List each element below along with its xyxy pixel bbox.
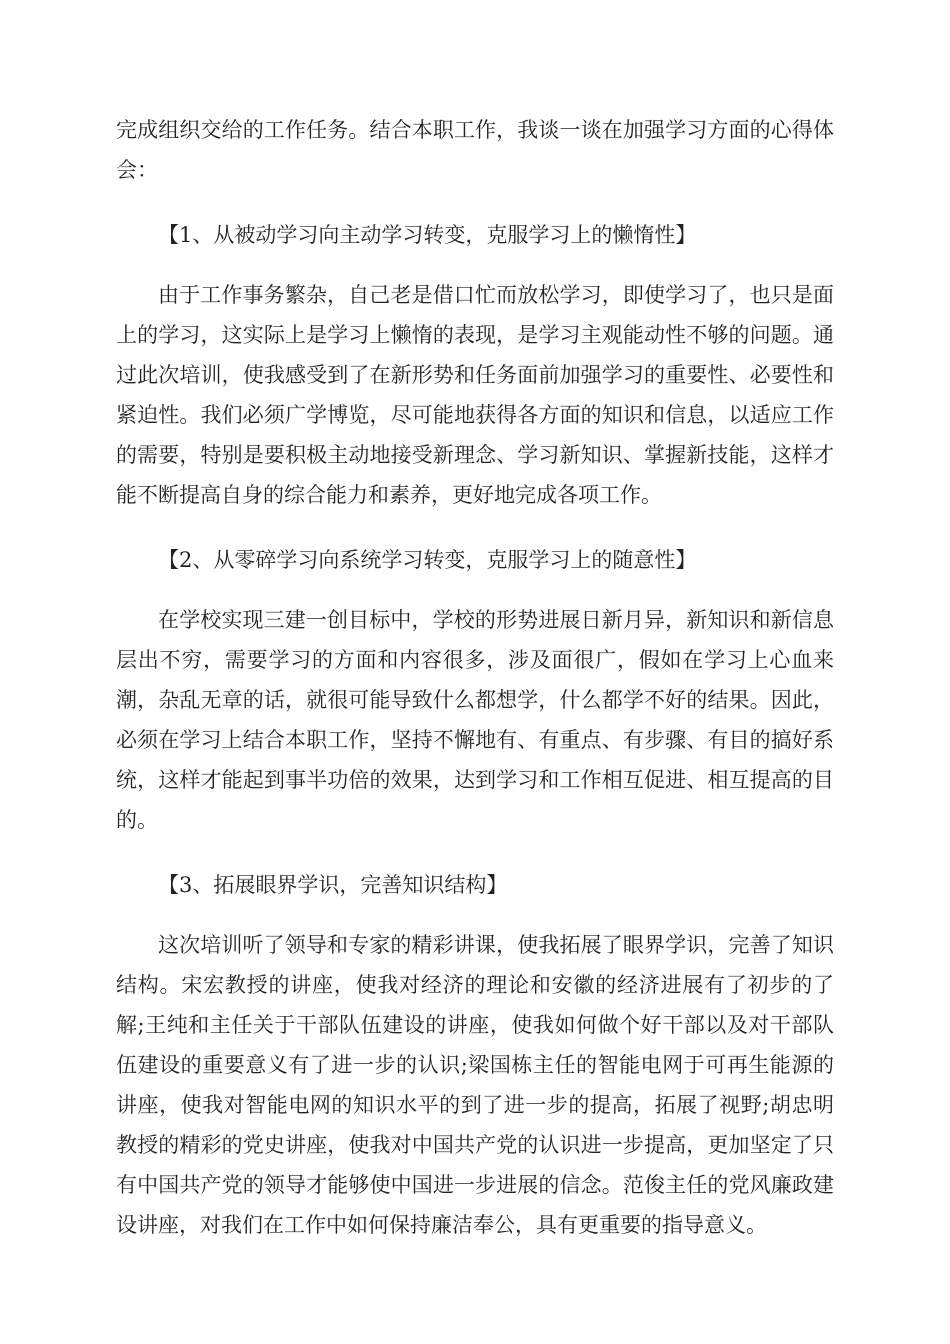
section-heading-3: 【3、拓展眼界学识，完善知识结构】 xyxy=(158,873,508,897)
paragraph-continuation: 完成组织交给的工作任务。结合本职工作，我谈一谈在加强学习方面的心得体会： xyxy=(116,118,834,182)
paragraph-section-1: 由于工作事务繁杂，自己老是借口忙而放松学习，即使学习了，也只是面上的学习，这实际上是学习上懒惰的表现，是学习主观能动性不够的问题。通过此次培训，使我感受到了在新形势和任务面前加强学习的重要性、必要性和紧迫性。我们必须广学博览，尽可能地获得各方面的知识和信息，以适应工作的需要，特别是要积极主动地接受新理念、学习新知识、掌握新技能，这样才能不断提高自身的综合能力和素养，更好地完成各项工作。 xyxy=(116,283,834,507)
section-heading-2: 【2、从零碎学习向系统学习转变，克服学习上的随意性】 xyxy=(158,548,697,572)
paragraph-section-3: 这次培训听了领导和专家的精彩讲课，使我拓展了眼界学识，完善了知识结构。宋宏教授的讲座，使我对经济的理论和安徽的经济进展有了初步的了解;王纯和主任关于干部队伍建设的讲座，使我如何做个好干部以及对干部队伍建设的重要意义有了进一步的认识;梁国栋主任的智能电网于可再生能源的讲座，使我对智能电网的知识水平的到了进一步的提高，拓展了视野;胡忠明教授的精彩的党史讲座，使我对中国共产党的认识进一步提高，更加坚定了只有中国共产党的领导才能够使中国进一步进展的信念。范俊主任的党风廉政建设讲座，对我们在工作中如何保持廉洁奉公，具有更重要的指导意义。 xyxy=(116,933,834,1237)
document-page xyxy=(116,110,834,1270)
paragraph-section-2: 在学校实现三建一创目标中，学校的形势进展日新月异，新知识和新信息层出不穷，需要学习的方面和内容很多，涉及面很广，假如在学习上心血来潮，杂乱无章的话，就很可能导致什么都想学，什么都学不好的结果。因此，必须在学习上结合本职工作，坚持不懈地有、有重点、有步骤、有目的搞好系统，这样才能起到事半功倍的效果，达到学习和工作相互促进、相互提高的目的。 xyxy=(116,608,834,832)
section-heading-1: 【1、从被动学习向主动学习转变，克服学习上的懒惰性】 xyxy=(158,223,697,247)
